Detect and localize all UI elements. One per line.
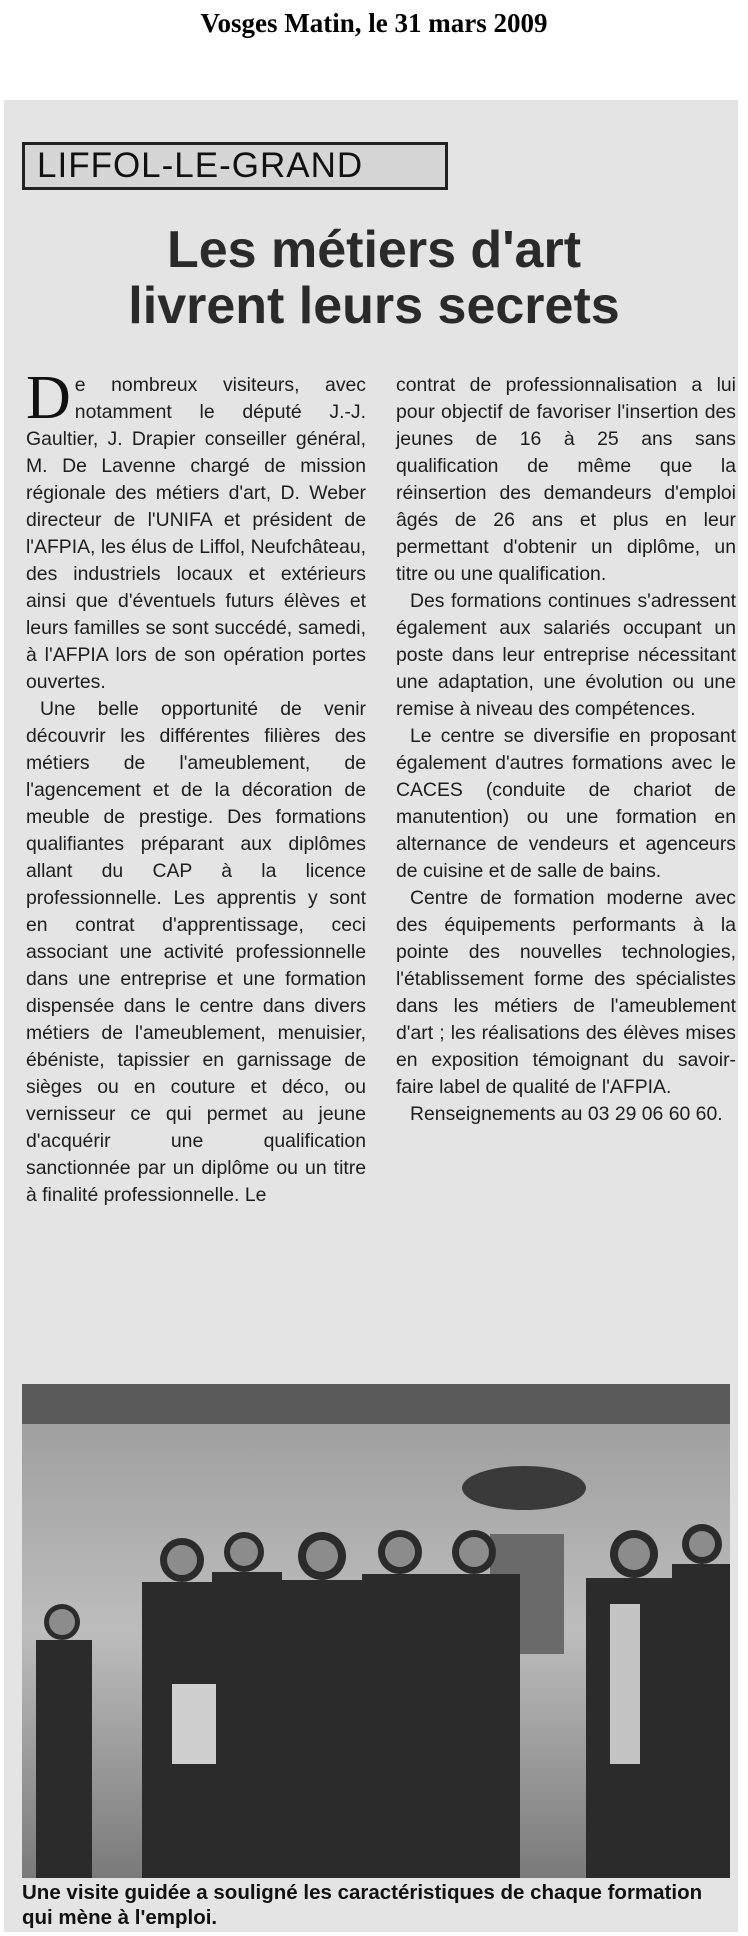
photo-caption: Une visite guidée a souligné les caractéristiques de chaque formation qui mène à l'emploi. [22,1881,703,1929]
paragraph: contrat de professionnalisation a lui pour objectif de favoriser l'insertion des jeunes de 16 à 25 ans sans qualification de même que la réinsertion des demandeurs d'emploi âgés de 26 ans et plus en leur permettant d'obtenir un diplôme, un titre ou une qualification. [396,374,736,585]
section-kicker: LIFFOL-LE-GRAND [22,142,448,190]
headline-line-1: Les métiers d'art [166,221,582,279]
article-photo [22,1384,730,1878]
paragraph: Renseignements au 03 29 06 60 60. [410,1103,723,1125]
drop-cap: D [26,364,71,432]
paragraph: Des formations continues s'adressent également aux salariés occupant un poste dans leur entreprise nécessitant une adaptation, une évolution ou une remise à niveau des compétences. [396,590,736,720]
ceiling-beam [22,1384,730,1424]
paragraph: Une belle opportunité de venir découvrir les différentes filières des métiers de l'ameublement, de l'agencement et de la décoration de meuble de prestige. Des formations qualifiantes préparant aux diplômes allant du CAP à la licence professionnelle. Les apprentis y sont en contrat d'apprentissage, ceci associant une activité professionnelle dans une entreprise et une formation dispensée dans le centre dans divers métiers de l'ameublement, menuisier, ébéniste, tapissier en garnissage de sièges ou en couture et déco, ou vernisseur ce qui permet au jeune d'acquérir une qualification sanctionnée par un diplôme ou un titre à finalité professionnelle. Le [26,698,366,1206]
article-column-2 [396,372,736,1128]
light-jacket [610,1604,640,1764]
paragraph-text: e nombreux visiteurs, avec notamment le député J.-J. Gaultier, J. Drapier conseiller général, M. De Lavenne chargé de mission régionale des métiers d'art, D. Weber directeur de l'UNIFA et président de l'AFPIA, les élus de Liffol, Neufchâteau, des industriels locaux et extérieurs ainsi que d'éventuels futurs élèves et leurs familles se sont succédé, samedi, à l'AFPIA lors de son opération portes ouvertes. [26,374,366,693]
paragraph: Centre de formation moderne avec des équipements performants à la pointe des nouvelles technologies, l'établissement forme des spécialistes dans les métiers de l'ameublement d'art ; les réalisations des élèves mises en exposition témoignant du savoir-faire label de qualité de l'AFPIA. [396,887,736,1098]
light-shirt [172,1684,216,1764]
photo-crowd-illustration [22,1384,730,1878]
headline-line-2: livrent leurs secrets [128,277,620,335]
article-column-1 [26,364,366,1209]
ceiling-lamp [462,1466,586,1510]
publication-source: Vosges Matin, le 31 mars 2009 [200,8,548,38]
paragraph [26,364,366,696]
paragraph: Le centre se diversifie en proposant également d'autres formations avec le CACES (conduite de chariot de manutention) ou une formation en alternance de vendeurs et agenceurs de cuisine et de salle de bains. [396,725,736,882]
article-headline [14,222,734,334]
